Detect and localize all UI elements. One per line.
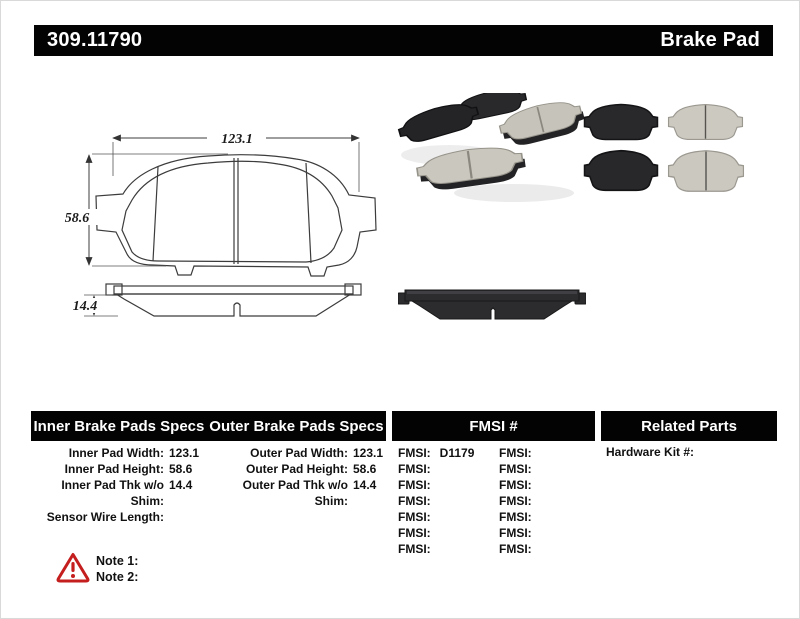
fmsi-row <box>392 445 595 461</box>
fmsi-label: FMSI: <box>499 542 532 556</box>
fmsi-header: FMSI # <box>469 417 518 435</box>
fmsi-label: FMSI: <box>398 510 431 524</box>
fmsi-row <box>392 525 595 541</box>
fmsi-cell <box>499 477 541 493</box>
product-photo-edge <box>398 284 586 324</box>
fmsi-label: FMSI: <box>398 446 431 460</box>
fmsi-label: FMSI: <box>499 494 532 508</box>
fmsi-cell <box>499 525 541 541</box>
pad-dark-top <box>585 105 658 140</box>
fmsi-cell <box>392 509 499 525</box>
warning-icon <box>56 552 90 583</box>
fmsi-label: FMSI: <box>499 462 532 476</box>
width-dim-label: 123.1 <box>221 132 253 147</box>
spec-row <box>34 477 206 509</box>
spec-label: Outer Pad Thk w/o Shim: <box>242 478 348 508</box>
fmsi-cell <box>499 541 541 557</box>
fmsi-row <box>392 493 595 509</box>
product-photo-flat <box>577 89 783 213</box>
thickness-dim-label: 14.4 <box>72 299 98 314</box>
inner-specs-column <box>34 445 206 525</box>
outer-specs-header: Outer Brake Pads Specs <box>209 417 384 435</box>
fmsi-header-bar <box>392 411 595 441</box>
pad-light-top <box>669 105 743 140</box>
note-line: Note 1: <box>96 554 139 568</box>
fmsi-label: FMSI: <box>499 478 532 492</box>
height-dim-label: 58.6 <box>64 211 90 226</box>
related-parts-content <box>606 445 698 459</box>
pad-edge <box>398 290 586 319</box>
side-view <box>106 284 361 316</box>
fmsi-label: FMSI: <box>499 446 532 460</box>
fmsi-cell <box>392 541 499 557</box>
spec-label: Sensor Wire Length: <box>46 510 164 524</box>
fmsi-row <box>392 461 595 477</box>
height-dimension <box>58 154 228 266</box>
header-bar <box>34 25 773 56</box>
fmsi-value: D1179 <box>439 446 475 460</box>
notes <box>96 553 138 585</box>
pad-light-bottom <box>669 151 744 191</box>
shadow <box>454 184 574 202</box>
spec-row <box>34 445 206 461</box>
fmsi-cell <box>392 525 499 541</box>
pad-edge-highlight <box>407 291 577 294</box>
fmsi-row <box>392 509 595 525</box>
spec-row <box>210 445 386 461</box>
hardware-kit-label: Hardware Kit #: <box>606 445 695 459</box>
fmsi-label: FMSI: <box>398 494 431 508</box>
fmsi-label: FMSI: <box>499 510 532 524</box>
spec-value: 123.1 <box>169 446 200 460</box>
fmsi-label: FMSI: <box>398 478 431 492</box>
specs-header-bar <box>31 411 386 441</box>
pad-dark-bottom <box>585 151 658 191</box>
fmsi-list <box>392 445 595 557</box>
page-title: Brake Pad <box>660 29 760 51</box>
part-number: 309.11790 <box>47 29 143 51</box>
product-photo-angled <box>394 93 584 208</box>
fmsi-cell <box>392 445 499 461</box>
fmsi-cell <box>499 493 541 509</box>
fmsi-label: FMSI: <box>398 542 431 556</box>
inner-specs-header: Inner Brake Pads Specs <box>33 417 205 435</box>
fmsi-label: FMSI: <box>398 462 431 476</box>
spec-label: Inner Pad Thk w/o Shim: <box>61 478 164 508</box>
spec-value: 14.4 <box>169 478 193 492</box>
spec-value: 58.6 <box>169 462 193 476</box>
spec-row <box>210 461 386 477</box>
fmsi-row <box>392 541 595 557</box>
fmsi-cell <box>392 493 499 509</box>
fmsi-cell <box>392 477 499 493</box>
spec-row <box>34 461 206 477</box>
fmsi-cell <box>499 509 541 525</box>
spec-row <box>34 509 206 525</box>
spec-label: Inner Pad Width: <box>68 446 164 460</box>
outer-specs-column <box>210 445 386 509</box>
note-line: Note 2: <box>96 570 139 584</box>
fmsi-label: FMSI: <box>398 526 431 540</box>
spec-value: 123.1 <box>353 446 384 460</box>
fmsi-row <box>392 477 595 493</box>
fmsi-cell <box>392 461 499 477</box>
spec-label: Outer Pad Height: <box>245 462 348 476</box>
spec-value: 14.4 <box>353 478 377 492</box>
spec-label: Inner Pad Height: <box>64 462 164 476</box>
spec-label: Outer Pad Width: <box>250 446 348 460</box>
fmsi-cell <box>499 445 541 461</box>
technical-drawing <box>56 114 381 341</box>
fmsi-label: FMSI: <box>499 526 532 540</box>
related-parts-header-bar <box>601 411 777 441</box>
fmsi-cell <box>499 461 541 477</box>
front-view <box>96 155 376 276</box>
related-parts-header: Related Parts <box>641 417 737 435</box>
spec-value: 58.6 <box>353 462 377 476</box>
thickness-dimension <box>66 295 118 316</box>
spec-row <box>210 477 386 509</box>
